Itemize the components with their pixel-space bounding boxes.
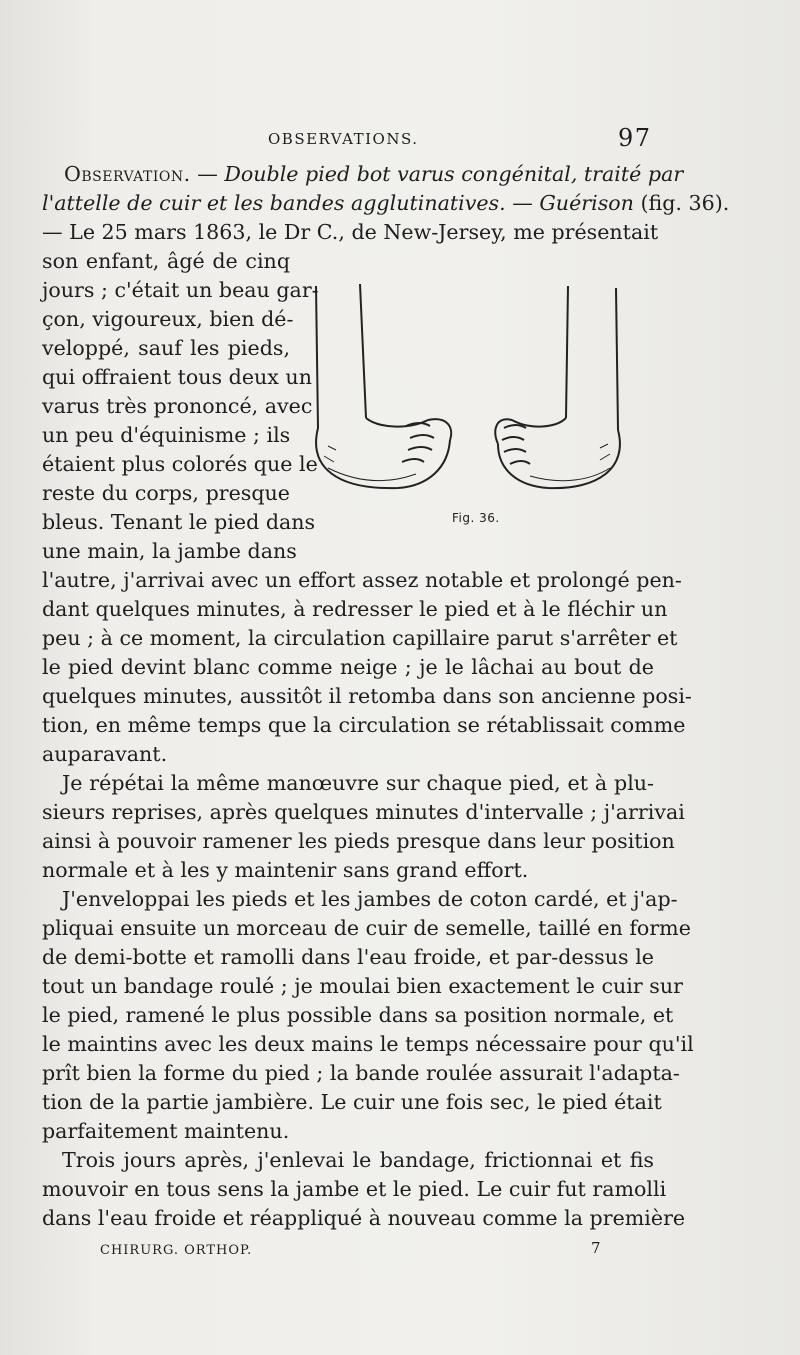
text-line: l'autre, j'arrivai avec un effort assez notable et prolongé pen-	[42, 568, 682, 592]
text-line: qui offraient tous deux un	[42, 365, 312, 389]
sheet-number: 7	[591, 1239, 602, 1257]
paragraph-1	[42, 769, 685, 885]
text-line: normale et à les y maintenir sans grand effort.	[42, 858, 529, 882]
observation-label: Observation.	[64, 162, 191, 186]
figure-caption: Fig. 36.	[452, 511, 500, 525]
text-line: veloppé, sauf les pieds,	[42, 336, 290, 360]
text-line: tout un bandage roulé ; je moulai bien exactement le cuir sur	[42, 974, 683, 998]
clubfoot-illustration	[298, 278, 658, 518]
observation-title-cont: l'attelle de cuir et les bandes agglutinatives.	[42, 191, 506, 215]
text-line: dant quelques minutes, à redresser le pied et à le fléchir un	[42, 597, 668, 621]
text-line: étaient plus colorés que le	[42, 452, 318, 476]
text-line: — Le 25 mars 1863, le Dr C., de New-Jersey, me présentait	[42, 220, 659, 244]
text-line: bleus. Tenant le pied dans	[42, 510, 316, 534]
text-line	[42, 160, 684, 189]
text-line: auparavant.	[42, 742, 168, 766]
text-line: son enfant, âgé de cinq	[42, 249, 290, 273]
dash: —	[190, 162, 225, 186]
text-line: varus très prononcé, avec	[42, 394, 313, 418]
paragraph-2	[42, 885, 694, 1146]
figure-36	[298, 278, 658, 528]
text-line: pliquai ensuite un morceau de cuir de semelle, taillé en forme	[42, 916, 691, 940]
text-line: l'attelle de cuir et les bandes agglutinatives. — Guérison (fig. 36).	[42, 191, 730, 215]
right-leg-drawing	[495, 286, 620, 488]
text-line: Je répétai la même manœuvre sur chaque pied, et à plu-	[62, 771, 654, 795]
text-line: dans l'eau froide et réappliqué à nouveau comme la première	[42, 1206, 686, 1230]
text-line: Trois jours après, j'enlevai le bandage, frictionnai et fis	[62, 1148, 654, 1172]
paragraph-3	[42, 1146, 686, 1233]
text-line: tion de la partie jambière. Le cuir une fois sec, le pied était	[42, 1090, 662, 1114]
text-line: peu ; à ce moment, la circulation capillaire parut s'arrêter et	[42, 626, 678, 650]
figure-reference: (fig. 36).	[633, 191, 730, 215]
page-number: 97	[618, 124, 652, 152]
observation-result: Guérison	[539, 191, 634, 215]
text-line: le maintins avec les deux mains le temps nécessaire pour qu'il	[42, 1032, 694, 1056]
left-leg-drawing	[316, 284, 451, 488]
text-line: reste du corps, presque	[42, 481, 290, 505]
text-line: çon, vigoureux, bien dé-	[42, 307, 294, 331]
text-line: prît bien la forme du pied ; la bande roulée assurait l'adapta-	[42, 1061, 680, 1085]
text-line: une main, la jambe dans	[42, 539, 297, 563]
observation-title: Double pied bot varus congénital, traité par	[224, 162, 684, 186]
text-line: ainsi à pouvoir ramener les pieds presque dans leur position	[42, 829, 675, 853]
text-line: le pied, ramené le plus possible dans sa position normale, et	[42, 1003, 674, 1027]
text-line: tion, en même temps que la circulation se rétablissait comme	[42, 713, 686, 737]
text-line: sieurs reprises, après quelques minutes d'intervalle ; j'arrivai	[42, 800, 685, 824]
text-line: le pied devint blanc comme neige ; je le lâchai au bout de	[42, 655, 654, 679]
text-line: de demi-botte et ramolli dans l'eau froide, et par-dessus le	[42, 945, 654, 969]
text-line: parfaitement maintenu.	[42, 1119, 290, 1143]
running-title: OBSERVATIONS.	[268, 130, 419, 148]
text-line: mouvoir en tous sens la jambe et le pied. Le cuir fut ramolli	[42, 1177, 667, 1201]
running-head	[0, 126, 800, 156]
text-line: un peu d'équinisme ; ils	[42, 423, 291, 447]
signature-mark: CHIRURG. ORTHOP.	[100, 1243, 253, 1258]
text-line: jours ; c'était un beau gar-	[42, 278, 319, 302]
text-line: J'enveloppai les pieds et les jambes de coton cardé, et j'ap-	[62, 887, 678, 911]
text-line: quelques minutes, aussitôt il retomba dans son ancienne posi-	[42, 684, 692, 708]
